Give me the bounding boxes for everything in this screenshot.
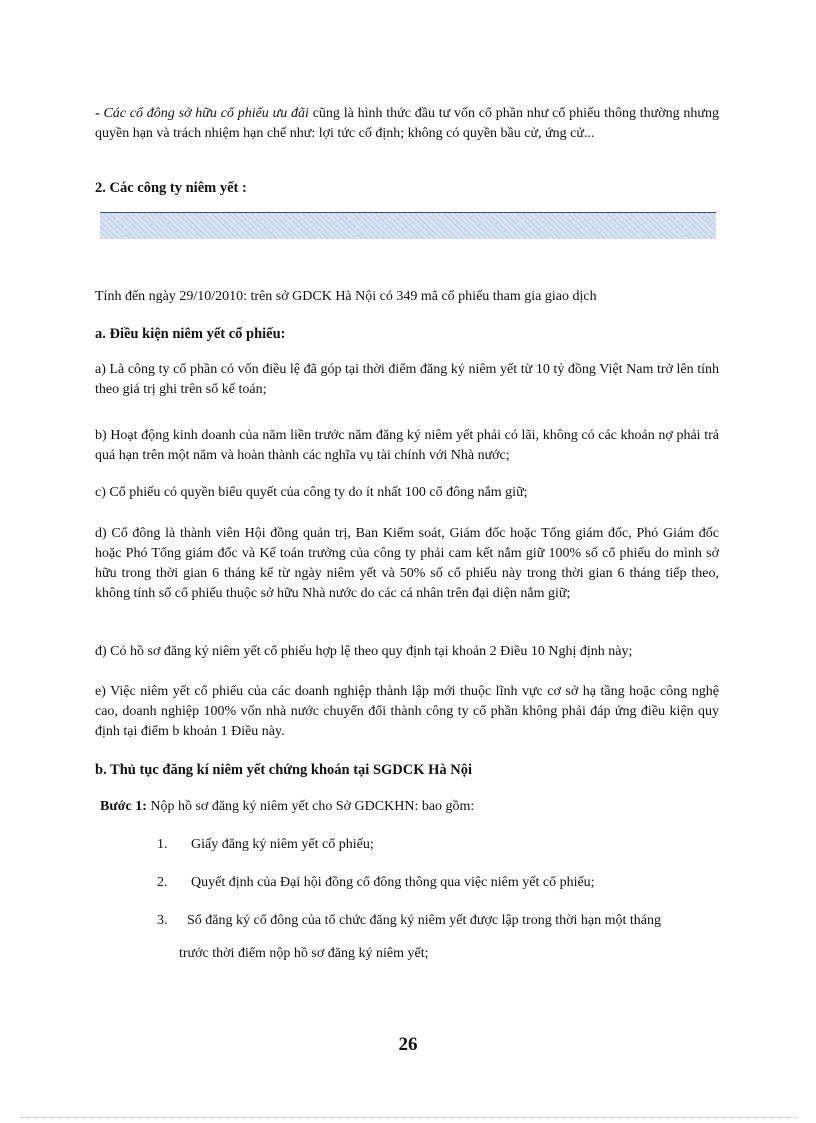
intro-paragraph xyxy=(95,104,719,144)
intro-dash: - xyxy=(95,106,104,121)
intro-italic-phrase: Các cổ đông sở hữu cổ phiếu ưu đãi xyxy=(103,106,309,121)
list-item-number: 3. xyxy=(157,913,168,928)
list-item-continuation: trước thời điểm nộp hồ sơ đăng ký niêm yết; xyxy=(179,946,429,961)
list-item-number: 1. xyxy=(157,837,168,852)
condition-a: a) Là công ty cổ phần có vốn điều lệ đã góp tại thời điểm đăng ký niêm yết từ 10 tỷ đồng Việt Nam trở lên tính theo giá trị ghi trên sổ kế toán; xyxy=(95,362,719,397)
section-b-heading: b. Thủ tục đăng kí niêm yết chứng khoán tại SGDCK Hà Nội xyxy=(95,762,473,778)
list-item xyxy=(157,873,595,893)
section-2-heading: 2. Các công ty niêm yết : xyxy=(95,180,247,196)
section-a-heading: a. Điều kiện niêm yết cổ phiếu: xyxy=(95,326,286,342)
condition-c: c) Cổ phiếu có quyền biểu quyết của công ty do ít nhất 100 cổ đông nắm giữ; xyxy=(95,485,528,500)
list-item-number: 2. xyxy=(157,875,168,890)
intro-rest: cũng là hình thức đầu tư vốn cổ phần như cổ phiếu thông thường nhưng quyền hạn và trách nhiệm hạn chế như: lợi tức cố định; không có quyền bầu cử, ứng cử... xyxy=(95,106,720,141)
condition-d: d) Cổ đông là thành viên Hội đồng quản trị, Ban Kiểm soát, Giám đốc hoặc Tổng giám đốc, Phó Giám đốc hoặc Phó Tổng giám đốc và Kế toán trưởng của công ty phải cam kết nắm giữ 100% số cổ phiếu do mình sở hữu trong thời gian 6 tháng kể từ ngày niêm yết và 50% số cổ phiếu này trong thời gian 6 tháng tiếp theo, không tính số cổ phiếu thuộc sở hữu Nhà nước do các cá nhân trên đại diện nắm giữ; xyxy=(95,526,719,601)
list-item xyxy=(157,835,374,855)
list-item-text: Giấy đăng ký niêm yết cổ phiếu; xyxy=(191,837,374,852)
list-item-text: Sổ đăng ký cổ đông của tổ chức đăng ký niêm yết được lập trong thời hạn một tháng xyxy=(187,913,661,928)
section-divider-band xyxy=(100,212,716,239)
list-item-text: Quyết định của Đại hội đồng cổ đông thông qua việc niêm yết cổ phiếu; xyxy=(191,875,595,890)
list-item xyxy=(157,911,661,931)
page-number: 26 xyxy=(398,1034,418,1055)
listing-stat: Tính đến ngày 29/10/2010: trên sở GDCK Hà Nội có 349 mã cổ phiếu tham gia giao dịch xyxy=(95,289,597,304)
step-1-text: Nộp hồ sơ đăng ký niêm yết cho Sở GDCKHN: bao gồm: xyxy=(146,799,475,814)
step-1 xyxy=(100,797,724,817)
condition-dd: đ) Có hồ sơ đăng ký niêm yết cổ phiếu hợp lệ theo quy định tại khoản 2 Điều 10 Nghị định này; xyxy=(95,644,633,659)
condition-e: e) Việc niêm yết cổ phiếu của các doanh nghiệp thành lập mới thuộc lĩnh vực cơ sở hạ tầng hoặc công nghệ cao, doanh nghiệp 100% vốn nhà nước chuyển đổi thành công ty cổ phần không phải đáp ứng điều kiện quy định tại điểm b khoản 1 Điều này. xyxy=(95,684,719,739)
step-1-label: Bước 1: xyxy=(100,799,147,814)
condition-b: b) Hoạt động kinh doanh của năm liền trước năm đăng ký niêm yết phải có lãi, không có các khoản nợ phải trả quá hạn trên một năm và hoàn thành các nghĩa vụ tài chính với Nhà nước; xyxy=(95,428,719,463)
footer-dotted-rule xyxy=(20,1117,796,1118)
